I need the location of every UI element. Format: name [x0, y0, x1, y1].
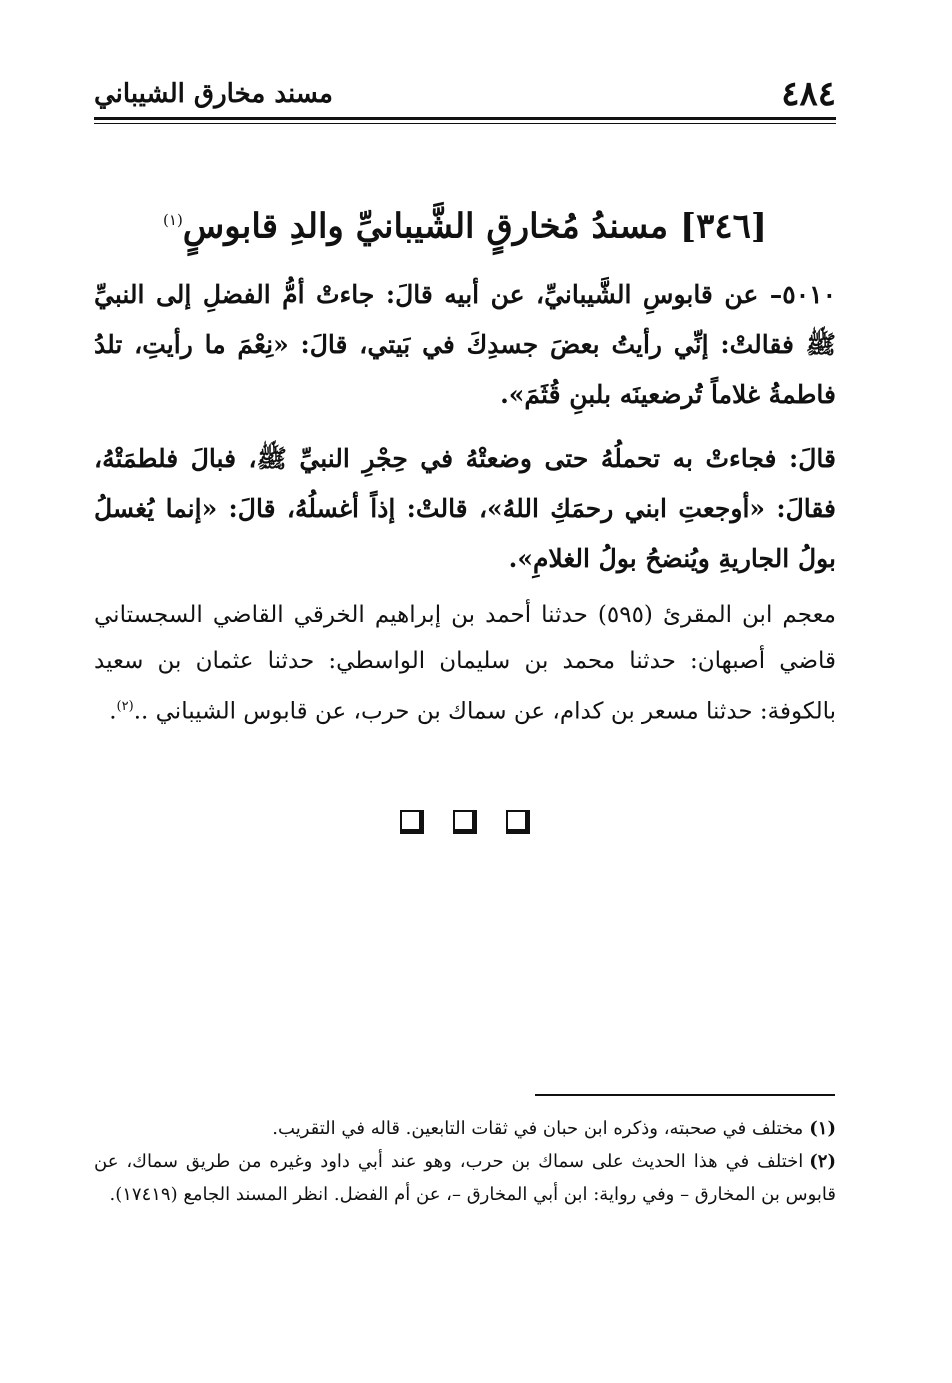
- source-paragraph: [94, 592, 836, 735]
- footnote-number: (١): [809, 1118, 836, 1139]
- source-footnote-marker: (٢): [116, 699, 134, 714]
- footnote-text: اختلف في هذا الحديث على سماك بن حرب، وهو عند أبي داود وغيره من طريق سماك، عن قابوس بن المخارق – وفي رواية: ابن أبي المخارق –، عن أم الفضل. انظر المسند الجامع (١٧٤١٩).: [94, 1151, 836, 1205]
- footnote-separator: [535, 1094, 835, 1096]
- footnote-text: مختلف في صحبته، وذكره ابن حبان في ثقات التابعين. قاله في التقريب.: [272, 1118, 804, 1139]
- chapter-title-text: [٣٤٦] مسندُ مُخارقٍ الشَّيبانيِّ والدِ قابوسٍ: [182, 206, 767, 247]
- ornament-box-icon: [506, 810, 530, 834]
- source-end: .: [109, 698, 117, 725]
- footnote-2: [94, 1145, 836, 1211]
- ornament-box-icon: [453, 810, 477, 834]
- chapter-title: [94, 192, 836, 254]
- source-text: معجم ابن المقرئ (٥٩٥) حدثنا أحمد بن إبراهيم الخرقي القاضي السجستاني قاضي أصبهان: حدثنا محمد بن سليمان الواسطي: حدثنا عثمان بن سعيد بالكوفة: حدثنا مسعر بن كدام، عن سماك بن حرب، عن قابوس الشيباني ..: [94, 602, 836, 725]
- page-header: [94, 72, 836, 116]
- hadith-paragraph-1: ٥٠١٠– عن قابوسِ الشَّيبانيِّ، عن أبيه قالَ: جاءتْ أمُّ الفضلِ إلى النبيِّ ﷺ فقالتْ: إنِّي رأيتُ بعضَ جسدِكَ في بَيتي، قالَ: «نِعْمَ ما رأيتِ، تلدُ فاطمةُ غلاماً تُرضعينَه بلبنِ قُثَمَ».: [94, 280, 836, 409]
- header-rule-thick: [94, 117, 836, 120]
- section-end-ornament: [400, 810, 530, 844]
- header-rule-thin: [94, 123, 836, 124]
- page-number: ٤٨٤: [781, 74, 836, 114]
- footnote-1: [94, 1112, 836, 1145]
- ornament-box-icon: [400, 810, 424, 834]
- chapter-footnote-marker: (١): [163, 211, 183, 229]
- running-title: مسند مخارق الشيباني: [94, 79, 333, 109]
- hadith-paragraph-2: قالَ: فجاءتْ به تحملُهُ حتى وضعتْهُ في حِجْرِ النبيِّ ﷺ، فبالَ فلطمَتْهُ، فقالَ: «أوجعتِ ابني رحمَكِ اللهُ»، قالتْ: إذاً أغسلُهُ، قالَ: «إنما يُغسلُ بولُ الجاريةِ ويُنضحُ بولُ الغلامِ».: [94, 444, 836, 573]
- footnote-number: (٢): [809, 1151, 836, 1172]
- footnotes: [94, 1112, 836, 1211]
